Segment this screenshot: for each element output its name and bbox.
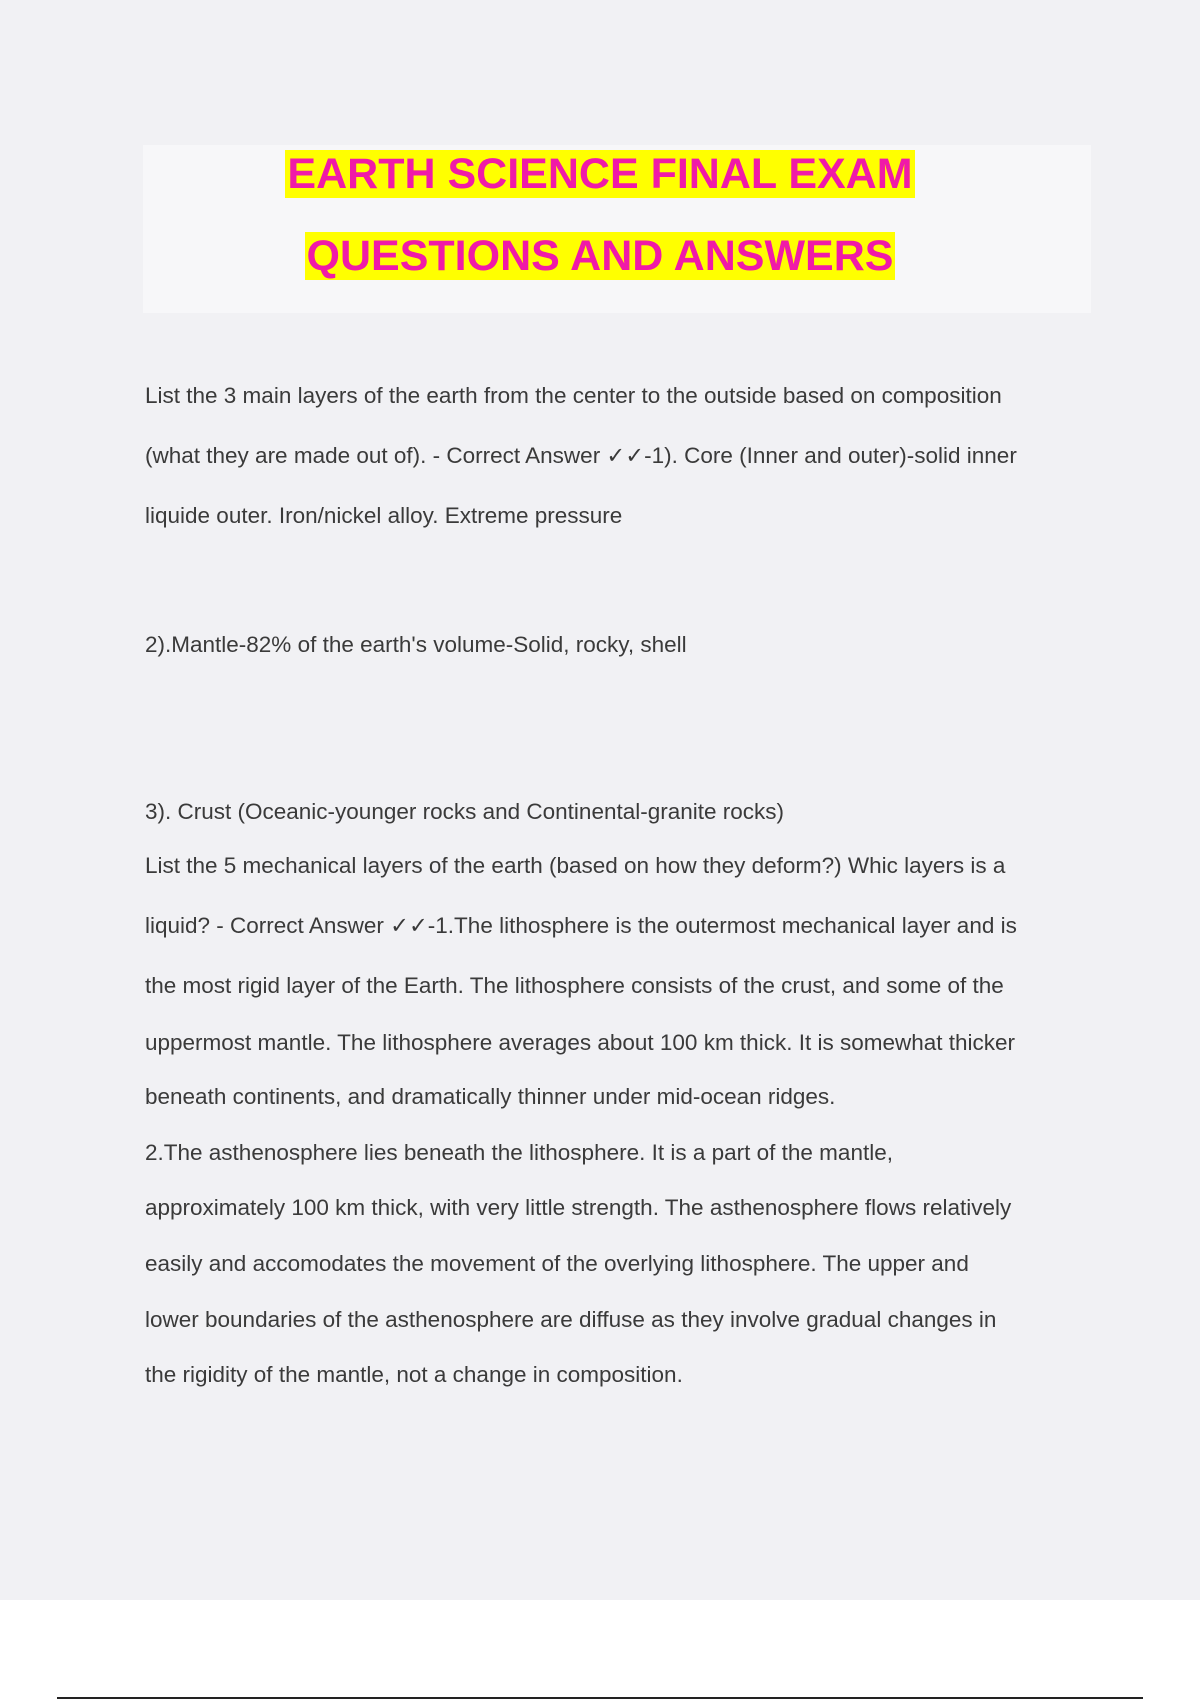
question-2-line: the most rigid layer of the Earth. The lithosphere consists of the crust, and some of the xyxy=(145,973,1004,998)
title-highlight-2: QUESTIONS AND ANSWERS xyxy=(306,232,894,280)
question-1-line: List the 3 main layers of the earth from the center to the outside based on composition xyxy=(145,383,1002,408)
question-2-line: easily and accomodates the movement of the overlying lithosphere. The upper and xyxy=(145,1251,969,1276)
question-2-line: approximately 100 km thick, with very little strength. The asthenosphere flows relatively xyxy=(145,1195,1012,1220)
title-highlight-1: EARTH SCIENCE FINAL EXAM xyxy=(287,150,913,198)
answer-crust: 3). Crust (Oceanic-younger rocks and Continental-granite rocks) xyxy=(145,799,785,824)
question-1-line: liquide outer. Iron/nickel alloy. Extreme pressure xyxy=(145,503,623,528)
footer-divider xyxy=(57,1697,1143,1699)
question-2-line: the rigidity of the mantle, not a change in composition. xyxy=(145,1362,683,1387)
question-1 xyxy=(145,383,1095,563)
question-2-line: liquid? - Correct Answer ✓✓-1.The lithosphere is the outermost mechanical layer and is xyxy=(145,913,1017,938)
question-1-line: (what they are made out of). - Correct Answer ✓✓-1). Core (Inner and outer)-solid inner xyxy=(145,443,1017,468)
page-title-line-2 xyxy=(0,228,1200,284)
answer-mantle: 2).Mantle-82% of the earth's volume-Solid, rocky, shell xyxy=(145,632,687,657)
page-title-line-1 xyxy=(0,146,1200,202)
question-2-line: beneath continents, and dramatically thinner under mid-ocean ridges. xyxy=(145,1084,836,1109)
question-2-line: lower boundaries of the asthenosphere are diffuse as they involve gradual changes in xyxy=(145,1307,997,1332)
question-2-line: 2.The asthenosphere lies beneath the lithosphere. It is a part of the mantle, xyxy=(145,1140,893,1165)
question-2-line: List the 5 mechanical layers of the earth (based on how they deform?) Whic layers is a xyxy=(145,853,1006,878)
question-2-line: uppermost mantle. The lithosphere averages about 100 km thick. It is somewhat thicker xyxy=(145,1030,1016,1055)
